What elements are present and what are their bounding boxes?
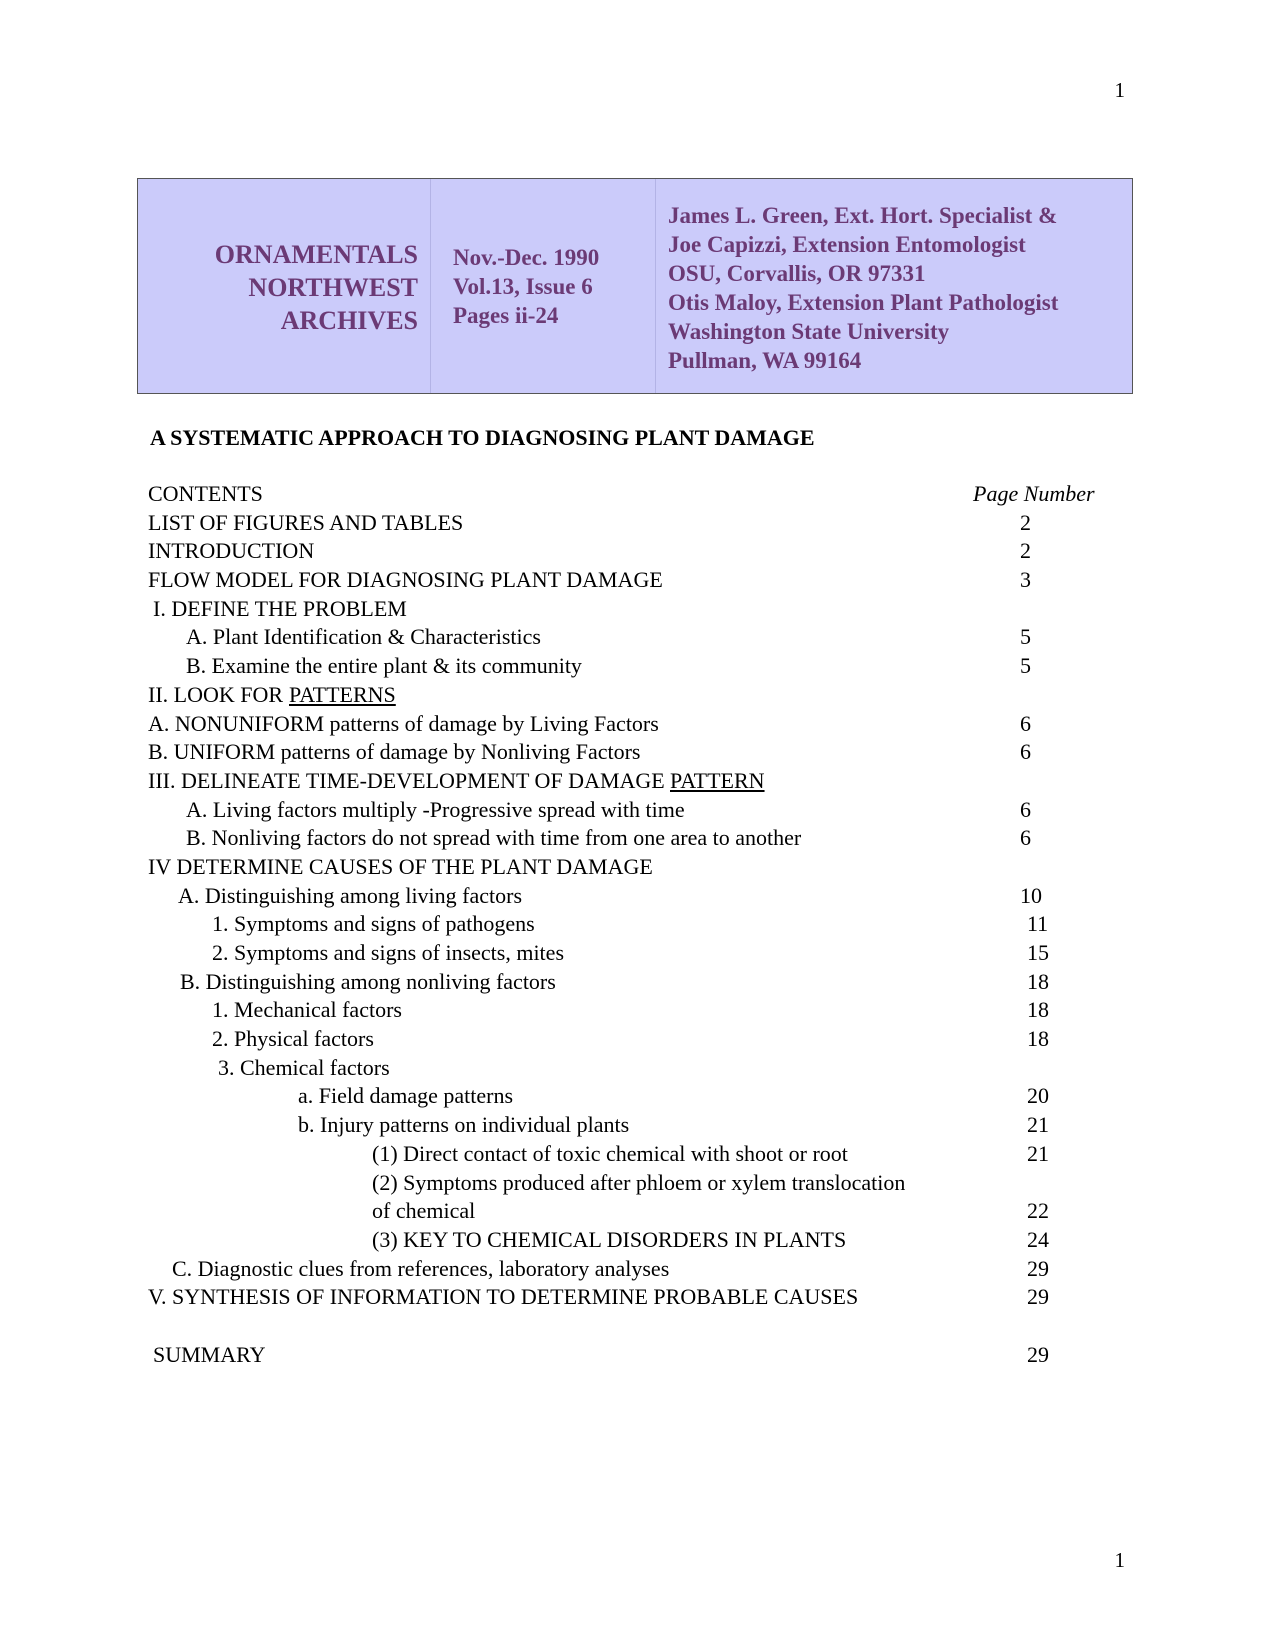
- toc-entry-label: (2) Symptoms produced after phloem or xylem translocation: [372, 1169, 906, 1195]
- toc-entry: [0, 882, 1275, 911]
- toc-entry-page: 18: [1027, 1026, 1049, 1052]
- toc-page-heading: Page Number: [973, 481, 1095, 506]
- toc-entries: [0, 509, 1275, 1370]
- toc-entry-label: FLOW MODEL FOR DIAGNOSING PLANT DAMAGE: [148, 567, 663, 593]
- author-line: James L. Green, Ext. Hort. Specialist &: [668, 203, 1058, 228]
- page-number-bottom: 1: [1114, 1548, 1125, 1572]
- toc-entry: [0, 968, 1275, 997]
- author-line: Otis Maloy, Extension Plant Pathologist: [668, 290, 1059, 315]
- toc-entry: [0, 595, 1275, 624]
- toc-entry-page: 10: [1020, 882, 1042, 908]
- toc-entry: [0, 509, 1275, 538]
- toc-entry-label: II. LOOK FOR: [148, 681, 289, 707]
- toc-entry: [0, 824, 1275, 853]
- toc-entry-label: 3. Chemical factors: [218, 1054, 390, 1080]
- toc-entry: [0, 1255, 1275, 1284]
- toc-entry: [0, 537, 1275, 566]
- toc-entry: [0, 910, 1275, 939]
- toc-entry: [0, 1054, 1275, 1083]
- toc-entry-page: 20: [1027, 1083, 1049, 1109]
- toc-entry-label: 2. Physical factors: [212, 1026, 374, 1052]
- publication-line: NORTHWEST: [248, 273, 418, 302]
- toc-entry-page: 22: [1027, 1198, 1049, 1224]
- issue-info: [431, 179, 656, 393]
- toc-entry-label: A. Distinguishing among living factors: [178, 882, 523, 908]
- authors-info: [656, 179, 1132, 393]
- toc-heading: CONTENTS: [148, 481, 263, 506]
- toc-entry: [0, 1341, 1275, 1370]
- toc-entry-label: III. DELINEATE TIME-DEVELOPMENT OF DAMAGE: [148, 767, 671, 793]
- toc-entry-page: 6: [1020, 796, 1031, 822]
- toc-entry-page: 2: [1020, 509, 1031, 535]
- toc-entry-label: a. Field damage patterns: [298, 1083, 514, 1109]
- issue-line: Vol.13, Issue 6: [453, 274, 593, 299]
- toc-entry: [0, 1082, 1275, 1111]
- toc-entry: [0, 996, 1275, 1025]
- toc-entry: [0, 1226, 1275, 1255]
- toc-entry-label: 1. Symptoms and signs of pathogens: [212, 911, 535, 937]
- toc-entry-label: of chemical: [372, 1198, 476, 1224]
- toc-entry-label: A. NONUNIFORM patterns of damage by Living Factors: [148, 710, 659, 736]
- toc-entry-page: 21: [1027, 1140, 1049, 1166]
- toc-entry-label: 1. Mechanical factors: [212, 997, 402, 1023]
- publication-line: ARCHIVES: [280, 306, 418, 335]
- toc-entry: [0, 681, 1275, 710]
- toc-entry-page: 24: [1027, 1226, 1049, 1252]
- issue-line: Pages ii-24: [453, 303, 559, 328]
- author-line: OSU, Corvallis, OR 97331: [668, 261, 926, 286]
- toc-entry-page: 5: [1020, 624, 1031, 650]
- toc-entry: [0, 1197, 1275, 1226]
- toc-entry-page: 29: [1027, 1255, 1049, 1281]
- toc-entry-label: B. Distinguishing among nonliving factors: [180, 968, 556, 994]
- author-line: Joe Capizzi, Extension Entomologist: [668, 232, 1026, 257]
- toc-entry-page: 29: [1027, 1341, 1049, 1367]
- table-of-contents: [0, 480, 1275, 1369]
- toc-entry-label: V. SYNTHESIS OF INFORMATION TO DETERMINE PROBABLE CAUSES: [148, 1284, 859, 1310]
- publication-name: [138, 179, 431, 393]
- toc-entry: [0, 652, 1275, 681]
- toc-entry: [0, 767, 1275, 796]
- toc-entry: [0, 1025, 1275, 1054]
- issue-line: Nov.-Dec. 1990: [453, 245, 600, 270]
- toc-entry-page: 2: [1020, 538, 1031, 564]
- toc-entry-label: B. Nonliving factors do not spread with time from one area to another: [186, 825, 802, 851]
- toc-entry-page: 6: [1020, 710, 1031, 736]
- toc-entry-label: IV DETERMINE CAUSES OF THE PLANT DAMAGE: [148, 853, 653, 879]
- toc-entry: [0, 939, 1275, 968]
- toc-entry-page: 29: [1027, 1284, 1049, 1310]
- toc-entry-label: A. Living factors multiply -Progressive spread with time: [186, 796, 685, 822]
- toc-entry-page: 5: [1020, 653, 1031, 679]
- toc-entry-label: C. Diagnostic clues from references, laboratory analyses: [172, 1255, 670, 1281]
- toc-entry: [0, 1169, 1275, 1198]
- toc-entry-label: 2. Symptoms and signs of insects, mites: [212, 940, 564, 965]
- toc-entry-label: SUMMARY: [153, 1341, 266, 1367]
- toc-entry-label: A. Plant Identification & Characteristics: [186, 624, 541, 650]
- toc-entry: [0, 796, 1275, 825]
- author-line: Pullman, WA 99164: [668, 348, 862, 373]
- toc-entry-page: 3: [1020, 567, 1031, 593]
- toc-entry-label: (1) Direct contact of toxic chemical with shoot or root: [372, 1140, 848, 1166]
- toc-header-row: [0, 480, 1275, 509]
- toc-entry-label: B. Examine the entire plant & its community: [186, 653, 582, 679]
- toc-entry-page: 18: [1027, 997, 1049, 1023]
- document-title: A SYSTEMATIC APPROACH TO DIAGNOSING PLANT DAMAGE: [150, 425, 815, 450]
- toc-entry-label: (3) KEY TO CHEMICAL DISORDERS IN PLANTS: [372, 1226, 847, 1252]
- toc-entry-label: LIST OF FIGURES AND TABLES: [148, 509, 464, 535]
- toc-entry: [0, 1312, 1275, 1341]
- toc-entry: [0, 566, 1275, 595]
- toc-entry: [0, 1111, 1275, 1140]
- toc-entry-label: INTRODUCTION: [148, 538, 315, 564]
- toc-entry: [0, 853, 1275, 882]
- toc-entry: [0, 710, 1275, 739]
- toc-entry-page: 6: [1020, 825, 1031, 851]
- toc-entry-page: 6: [1020, 739, 1031, 765]
- toc-entry-label: B. UNIFORM patterns of damage by Nonliving Factors: [148, 739, 641, 765]
- toc-entry-page: 18: [1027, 968, 1049, 994]
- toc-entry: [0, 1140, 1275, 1169]
- publication-line: ORNAMENTALS: [214, 240, 418, 269]
- toc-entry-label: b. Injury patterns on individual plants: [298, 1112, 630, 1138]
- toc-entry-page: 21: [1027, 1112, 1049, 1138]
- toc-entry-underlined: PATTERN: [670, 767, 765, 793]
- toc-entry-page: 15: [1027, 940, 1049, 965]
- masthead-box: [137, 178, 1133, 394]
- toc-entry-underlined: PATTERNS: [289, 681, 396, 707]
- toc-entry: [0, 623, 1275, 652]
- toc-entry-page: 11: [1027, 911, 1049, 937]
- toc-entry: [0, 1283, 1275, 1312]
- toc-entry-label: I. DEFINE THE PROBLEM: [153, 595, 407, 621]
- toc-entry: [0, 738, 1275, 767]
- page-number-top: 1: [1114, 78, 1125, 102]
- author-line: Washington State University: [668, 319, 950, 344]
